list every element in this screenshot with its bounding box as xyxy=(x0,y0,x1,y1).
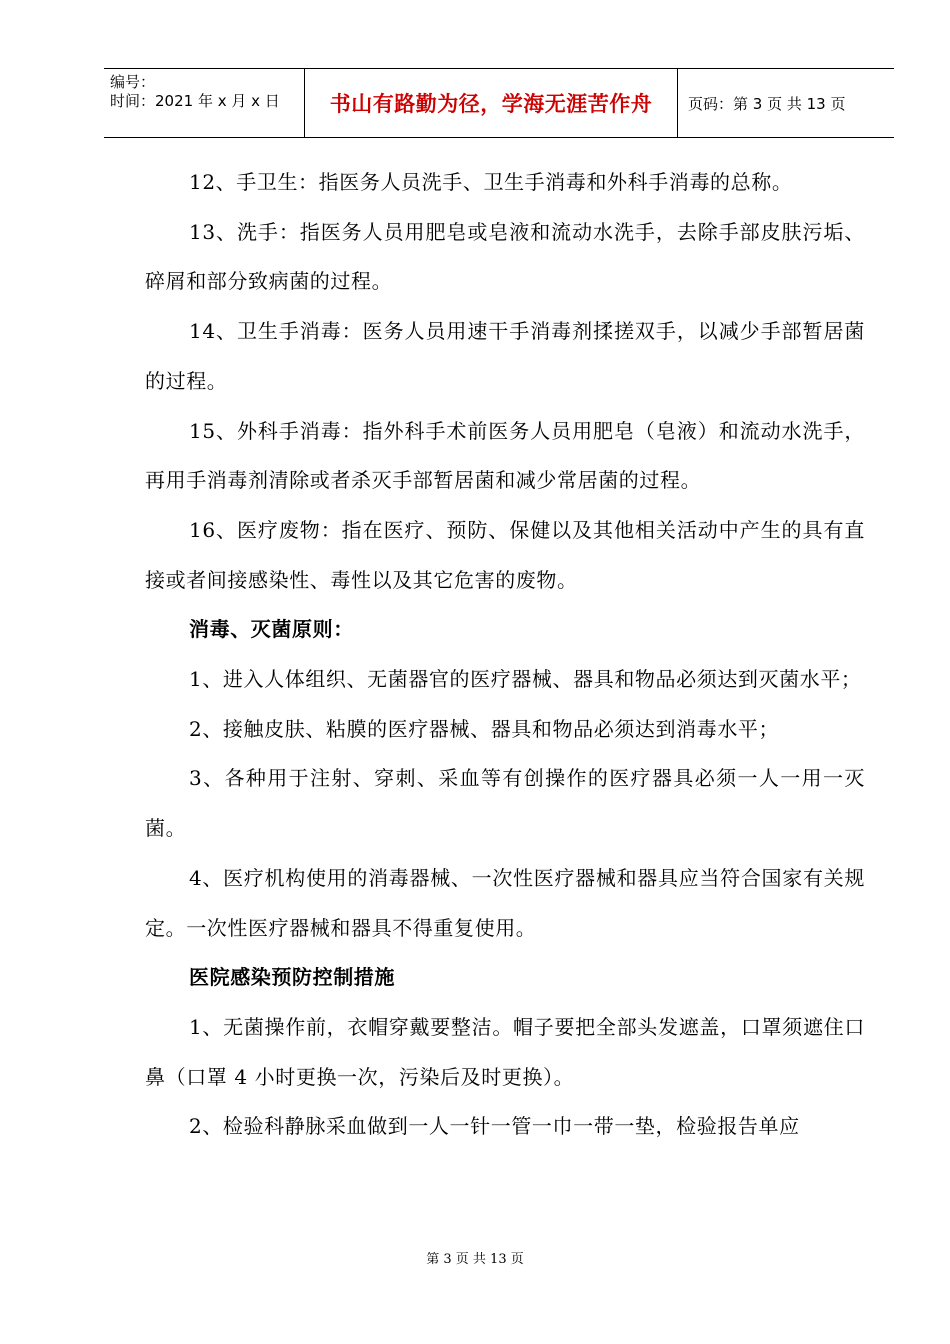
section-heading-infection-control: 医院感染预防控制措施 xyxy=(189,965,395,990)
header-page-label: 页码：第 3 页 共 13 页 xyxy=(688,94,846,113)
principle-item: 4、医疗机构使用的消毒器械、一次性医疗器械和器具应当符合国家有关规定。一次性医疗器械和器具不得重复使用。 xyxy=(145,865,865,940)
measure-item: 2、检验科静脉采血做到一人一针一管一巾一带一垫，检验报告单应 xyxy=(189,1114,800,1139)
page-footer: 第 3 页 共 13 页 xyxy=(426,1252,524,1267)
definition-paragraph: 12、手卫生：指医务人员洗手、卫生手消毒和外科手消毒的总称。 xyxy=(189,170,793,194)
definition-paragraph: 15、外科手消毒：指外科手术前医务人员用肥皂（皂液）和流动水洗手，再用手消毒剂清除或者杀灭手部暂居菌和减少常居菌的过程。 xyxy=(145,418,865,493)
time-label: 时间：2021 年 x 月 x 日 xyxy=(110,92,280,110)
page-header xyxy=(104,68,894,138)
document-body xyxy=(145,158,865,1152)
definition-paragraph: 16、医疗废物：指在医疗、预防、保健以及其他相关活动中产生的具有直接或者间接感染性、毒性以及其它危害的废物。 xyxy=(145,517,865,592)
principle-item: 2、接触皮肤、粘膜的医疗器械、器具和物品必须达到消毒水平； xyxy=(189,716,780,741)
section-heading-disinfection: 消毒、灭菌原则： xyxy=(189,617,354,642)
header-meta xyxy=(104,69,304,137)
header-motto-cell xyxy=(304,69,678,137)
principle-item: 1、进入人体组织、无菌器官的医疗器械、器具和物品必须达到灭菌水平； xyxy=(189,667,862,692)
principle-item: 3、各种用于注射、穿刺、采血等有创操作的医疗器具必须一人一用一灭菌。 xyxy=(145,766,865,841)
definition-paragraph: 14、卫生手消毒：医务人员用速干手消毒剂揉搓双手，以减少手部暂居菌的过程。 xyxy=(145,319,865,393)
header-motto: 书山有路勤为径，学海无涯苦作舟 xyxy=(329,92,653,116)
measure-item: 1、无菌操作前，衣帽穿戴要整洁。帽子要把全部头发遮盖，口罩须遮住口鼻（口罩 4 小时更换一次，污染后及时更换）。 xyxy=(145,1014,865,1089)
header-page-cell xyxy=(678,69,894,137)
definition-paragraph: 13、洗手：指医务人员用肥皂或皂液和流动水洗手，去除手部皮肤污垢、碎屑和部分致病菌的过程。 xyxy=(145,219,865,294)
number-label: 编号： xyxy=(110,73,156,91)
